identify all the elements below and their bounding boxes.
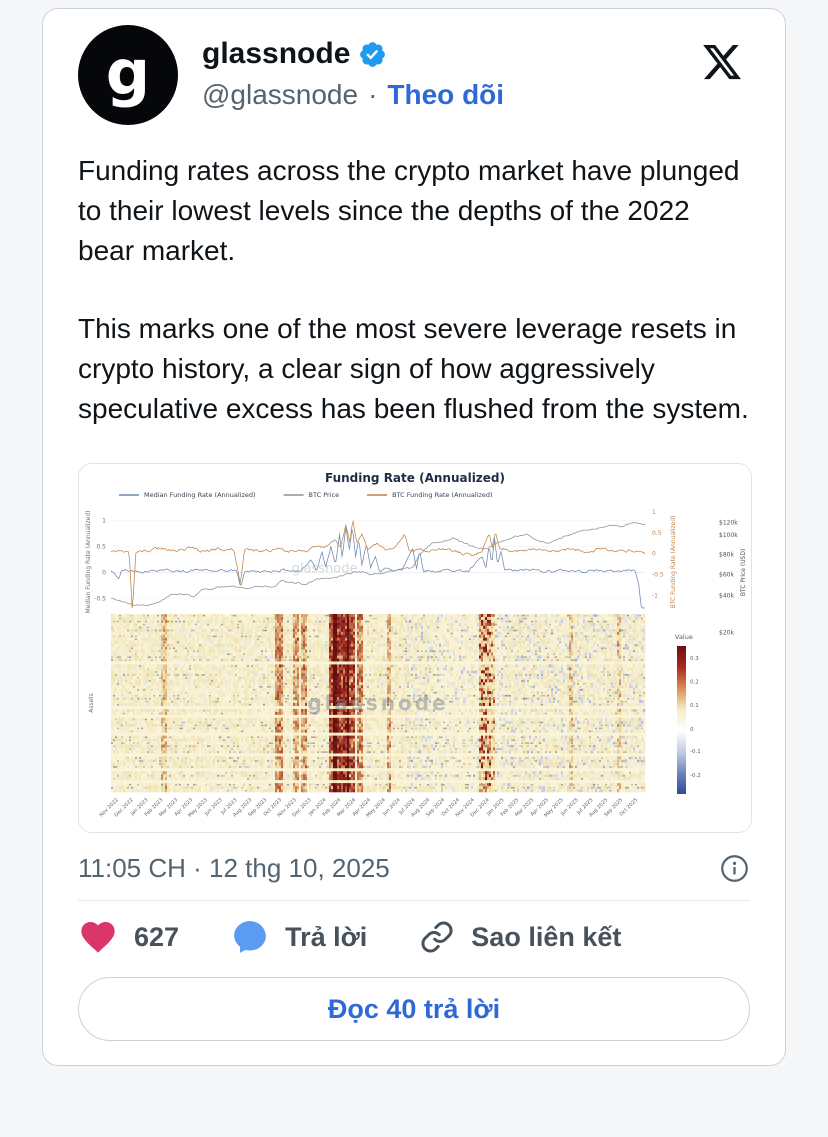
info-circle-icon[interactable] [719,853,750,884]
identity-block [202,25,504,111]
link-icon [419,919,455,955]
tweet-card [42,8,786,1066]
read-replies-button[interactable] [78,977,750,1041]
copy-link-button[interactable] [419,919,621,955]
avatar-letter: g [105,36,151,109]
tweet-paragraph-1: Funding rates across the crypto market have plunged to their lowest levels since the depths of the 2022 bear market. [78,155,740,266]
user-handle[interactable]: @glassnode [202,79,359,110]
chart-image[interactable] [78,463,752,833]
tweet-paragraph-2: This marks one of the most severe leverage resets in crypto history, a clear sign of how aggressively speculative excess has been flushed from the system. [78,313,749,424]
funding-rate-chart [79,464,751,832]
heart-icon [78,917,118,957]
reply-label: Trả lời [285,921,368,952]
verified-badge-icon [358,40,387,69]
avatar[interactable] [78,25,178,125]
tweet-text [78,151,750,429]
reply-button[interactable] [231,918,367,956]
engagement-bar [78,901,750,971]
speech-bubble-icon [231,918,269,956]
read-replies-label: Đọc 40 trả lời [327,993,501,1024]
follow-link[interactable]: Theo dõi [387,79,505,110]
copy-link-label: Sao liên kết [471,921,622,952]
x-logo-icon[interactable] [699,41,745,83]
timestamp-row [78,853,750,884]
tweet-header [78,25,750,125]
separator-dot: · [368,79,378,110]
likes-count: 627 [134,921,180,952]
like-button[interactable] [78,917,179,957]
display-name[interactable]: glassnode [202,37,351,70]
timestamp[interactable]: 11:05 CH · 12 thg 10, 2025 [78,853,390,883]
